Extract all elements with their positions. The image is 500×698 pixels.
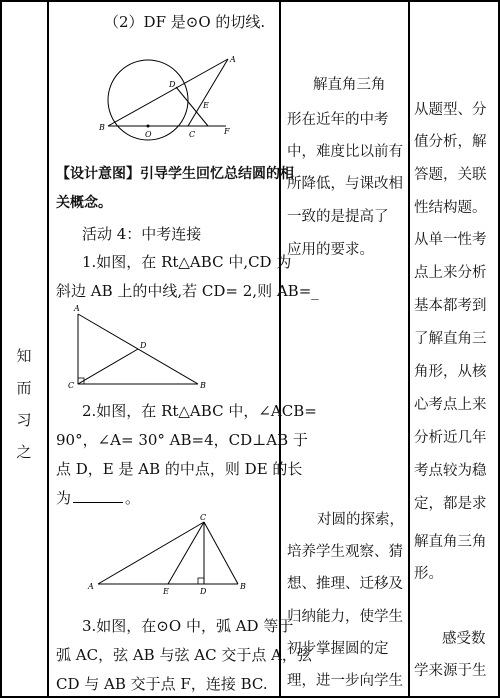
analysis-block-1: [287, 0, 407, 698]
exam-line: 基本都考到: [414, 298, 487, 314]
fig1-label-b: B: [99, 123, 105, 132]
section-label-char: 习: [16, 411, 32, 429]
exploration-line: 培养学生观察、猜: [287, 544, 403, 560]
analysis-line: 解直角三角: [313, 77, 386, 93]
math-origin-line: 感受数: [442, 631, 486, 647]
design-intent-line2: 关概念。: [56, 195, 112, 211]
fig1-label-c: C: [189, 130, 196, 139]
exploration-line: 归纳能力，使学生: [287, 609, 403, 625]
exam-line: 答题，关联: [414, 167, 487, 183]
exploration-line: 初步掌握圆的定: [287, 641, 389, 657]
table-border-left: [0, 0, 2, 698]
exam-line: 从单一性考: [414, 232, 487, 248]
fig3-label-d: D: [200, 587, 207, 594]
activity-heading: 活动 4：中考连接: [82, 225, 202, 243]
circle-tangent-figure: [96, 50, 246, 145]
column-divider-3: [408, 0, 410, 698]
fig1-label-f: F: [224, 127, 230, 136]
section-label-char: 而: [16, 379, 32, 397]
fig1-label-e: E: [203, 101, 209, 110]
q2-line4: [56, 490, 140, 506]
section-label-char: 知: [16, 347, 32, 365]
q2-line4-prefix: 为: [56, 489, 72, 507]
fig2-label-c: C: [68, 381, 75, 390]
exam-line: 分析近几年: [414, 430, 487, 446]
section-label-char: 之: [16, 443, 32, 461]
exploration-line: 想、推理、迁移及: [287, 576, 403, 592]
exploration-line: 理，进一步向学生: [287, 673, 403, 689]
fig1-label-d: D: [169, 80, 176, 89]
exam-line: 点上来分析: [414, 265, 487, 281]
q1-line2: 斜边 AB 上的中线,若 CD= 2,则 AB=_: [56, 282, 319, 300]
column-divider-1: [47, 0, 49, 698]
fig1-label-a: A: [230, 55, 236, 64]
exploration-line: 对圆的探索，: [317, 512, 404, 528]
fig3-label-a: A: [88, 582, 94, 591]
analysis-line: 应用的要求。: [287, 242, 374, 258]
analysis-line: 形在近年的中考: [287, 112, 389, 128]
design-intent-label: 【设计意图】: [56, 166, 140, 182]
q3-line3: CD 与 AB 交于点 F，连接 BC.: [56, 675, 268, 693]
q2-line2: 90°，∠A= 30° AB=4，CD⊥AB 于: [56, 431, 308, 449]
answer-blank: [73, 502, 123, 503]
q2-line3: 点 D，E 是 AB 的中点，则 DE 的长: [56, 460, 303, 478]
design-intent-text: 引导学生回忆总结圆的相: [140, 166, 294, 182]
analysis-line: 中，难度比以前有: [287, 144, 403, 160]
fig1-label-o: O: [145, 130, 152, 139]
design-intent: [56, 166, 294, 182]
q2-line4-suffix: 。: [125, 489, 141, 507]
exam-line: 考点较为稳: [414, 463, 487, 479]
fig3-label-c: C: [200, 513, 207, 522]
analysis-line: 一致的是提高了: [287, 209, 389, 225]
fig3-label-b: B: [240, 582, 246, 591]
fig3-label-e: E: [163, 587, 169, 594]
math-origin-line: 学来源于生: [414, 663, 487, 679]
q3-line1: 3.如图，在⊙O 中，弧 AD 等于: [82, 617, 294, 635]
exam-line: 值分析，解: [414, 134, 487, 150]
exam-analysis-block: [414, 0, 498, 698]
tangent-statement: （2）DF 是⊙O 的切线.: [104, 13, 266, 31]
fig2-label-b: B: [200, 381, 206, 390]
exam-line: 心考点上来: [414, 397, 487, 413]
analysis-line: 所降低，与课改相: [287, 176, 403, 192]
right-triangle-median-figure: [66, 302, 216, 390]
q3-line2: 弧 AC，弦 AB 与弦 AC 交于点 A，弦: [56, 646, 312, 664]
exam-line: 性结构题。: [414, 200, 487, 216]
exam-line: 定，都是求: [414, 496, 487, 512]
q2-line1: 2.如图，在 Rt△ABC 中，∠ACB=: [82, 402, 317, 420]
exam-line: 了解直角三: [414, 331, 487, 347]
section-label: [12, 340, 36, 468]
exam-line: 形。: [414, 566, 443, 582]
exam-line: 角形，从核: [414, 364, 487, 380]
q1-line1: 1.如图，在 Rt△ABC 中,CD 为: [82, 253, 292, 271]
exam-line: 解直角三角: [414, 534, 487, 550]
exam-line: 从题型、分: [414, 102, 487, 118]
column-divider-2: [279, 0, 281, 698]
triangle-altitude-figure: [86, 512, 256, 594]
fig2-label-d: D: [140, 341, 147, 350]
fig2-label-a: A: [74, 304, 80, 313]
